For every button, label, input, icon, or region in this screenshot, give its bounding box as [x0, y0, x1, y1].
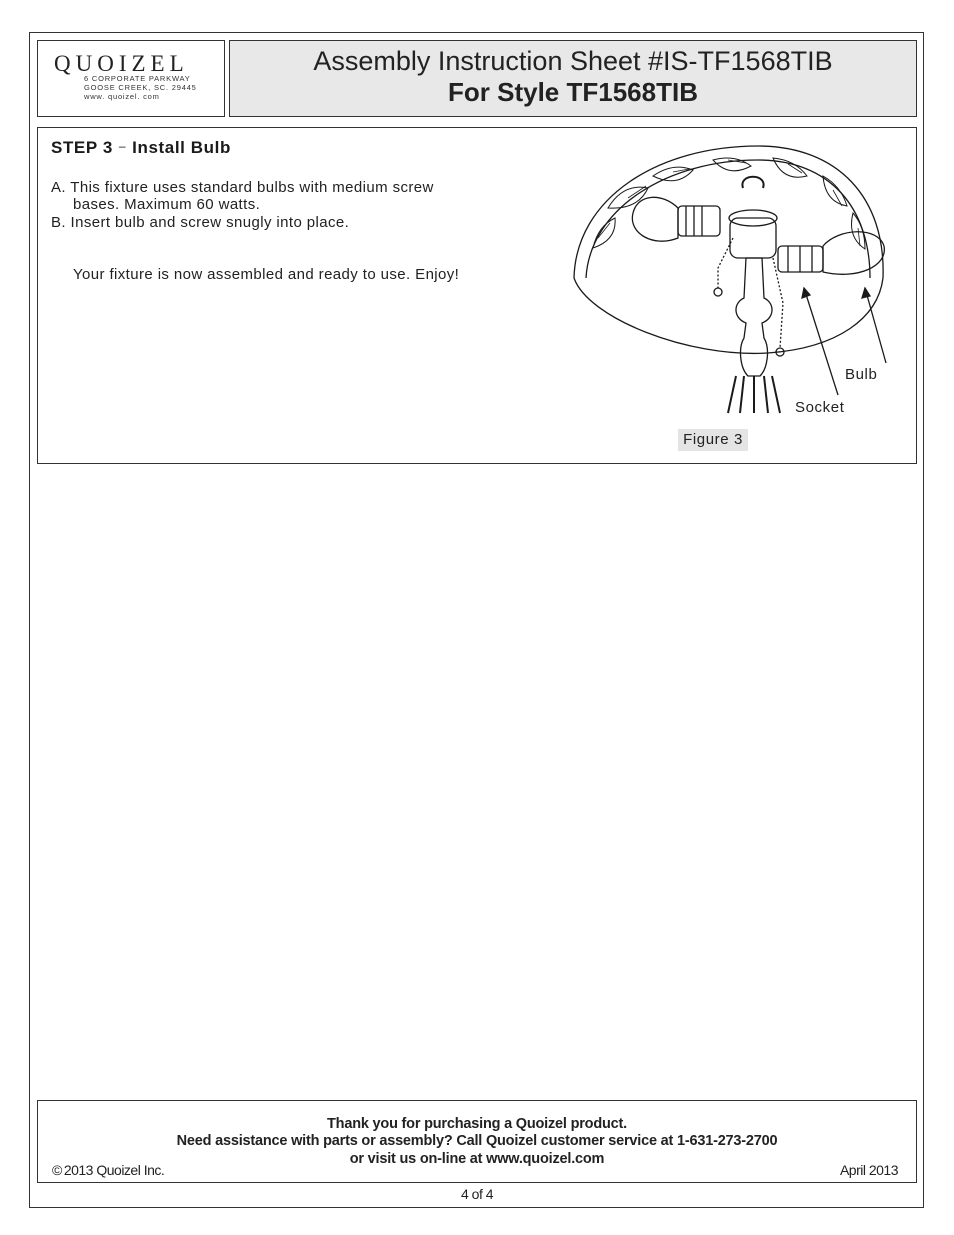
lamp-base [728, 376, 780, 413]
socket-callout: Socket [795, 399, 845, 416]
address-line-1: 6 CORPORATE PARKWAY [84, 74, 191, 83]
right-bulb [823, 232, 884, 275]
left-bulb [632, 197, 678, 241]
style-title: For Style TF1568TIB [448, 77, 698, 107]
step-separator: – [118, 139, 127, 153]
company-website: www. quoizel. com [84, 92, 160, 101]
bulb-callout: Bulb [845, 366, 878, 383]
sheet-title: Assembly Instruction Sheet #IS-TF1568TIB [313, 46, 833, 76]
step-number: STEP 3 [51, 138, 113, 157]
shade-rim [574, 278, 883, 353]
footer-website: or visit us on-line at www.quoizel.com [349, 1151, 605, 1167]
copyright [52, 1162, 164, 1178]
page-number: 4 of 4 [460, 1186, 494, 1202]
copyright-text: 2013 Quoizel Inc. [63, 1162, 165, 1178]
title-box [229, 40, 917, 117]
left-socket [678, 206, 720, 236]
company-address [84, 74, 197, 101]
revision-date: April 2013 [839, 1162, 898, 1178]
instruction-a-line-2: bases. Maximum 60 watts. [73, 196, 261, 213]
pull-chain-left [718, 238, 733, 288]
closing-message: Your fixture is now assembled and ready to use. Enjoy! [73, 266, 460, 283]
bulb-callout-line [865, 288, 886, 363]
instruction-b: B. Insert bulb and screw snugly into place. [51, 214, 350, 231]
step-name: Install Bulb [132, 138, 231, 157]
step-heading [51, 138, 231, 158]
lamp-stem [736, 258, 772, 376]
footer [37, 1100, 917, 1183]
step-section [37, 127, 917, 464]
company-logo-box [37, 40, 225, 117]
socket-callout-line [804, 288, 838, 395]
center-hook [742, 177, 763, 188]
footer-thank-you: Thank you for purchasing a Quoizel product. [327, 1116, 627, 1132]
shade-outline [574, 146, 883, 278]
footer-assistance: Need assistance with parts or assembly? Call Quoizel customer service at 1-631-273-2700 [176, 1133, 778, 1149]
figure-caption: Figure 3 [678, 429, 748, 451]
company-logo: QUOIZEL [54, 51, 189, 76]
copyright-symbol: © [52, 1162, 62, 1178]
instruction-a-line-1: A. This fixture uses standard bulbs with medium screw [51, 179, 434, 196]
leaf-pattern [593, 158, 865, 249]
address-line-2: GOOSE CREEK, SC. 29445 [84, 83, 197, 92]
shade-inner-rim [586, 160, 870, 278]
